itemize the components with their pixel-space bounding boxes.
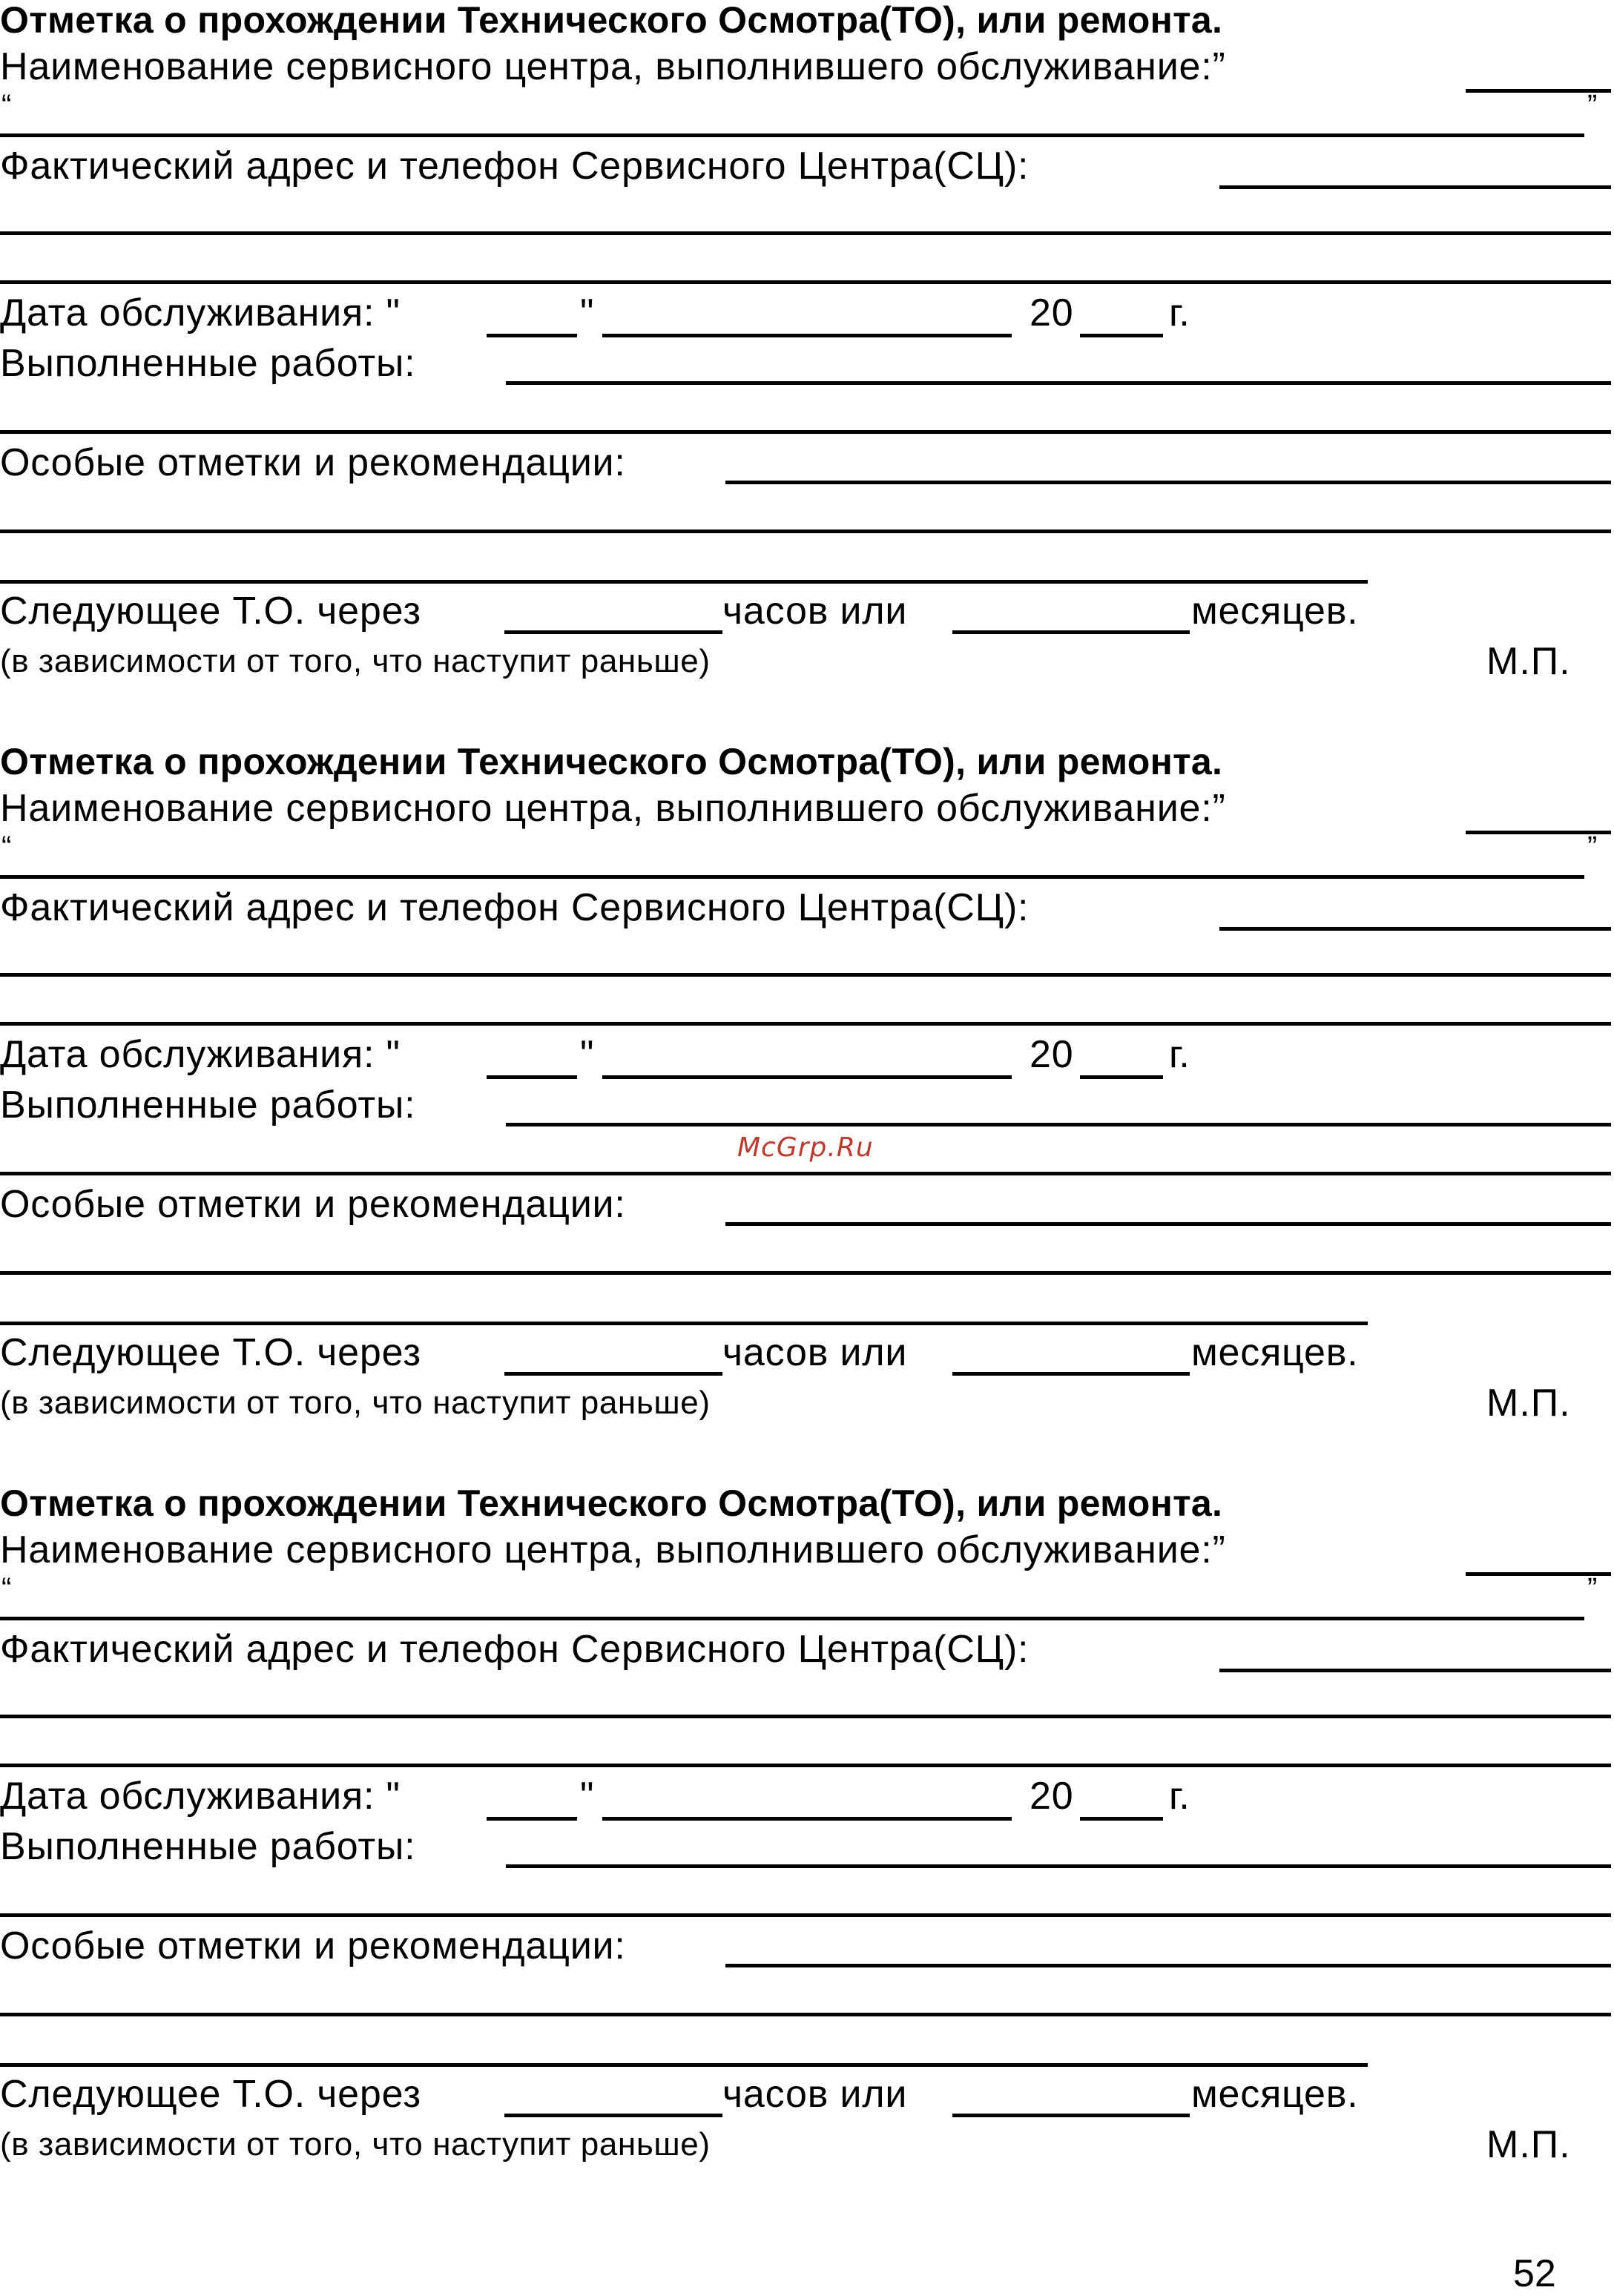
address-label: Фактический адрес и телефон Сервисного Центра(СЦ):	[0, 886, 1030, 929]
form-title: Отметка о прохождении Технического Осмотра(ТО), или ремонта.	[0, 0, 1223, 41]
hours-label: часов или	[722, 590, 908, 633]
date-month-line[interactable]	[602, 334, 1012, 337]
address-line-2[interactable]	[0, 1715, 1611, 1718]
next-service-hours-line[interactable]	[504, 630, 722, 634]
date-month-line[interactable]	[602, 1817, 1012, 1821]
stamp-label: М.П.	[1486, 2123, 1571, 2166]
year-suffix: г.	[1169, 291, 1190, 334]
date-label: Дата обслуживания: "	[0, 1033, 401, 1076]
year-prefix: 20	[1030, 291, 1074, 334]
remarks-line[interactable]	[725, 1964, 1611, 1967]
next-service-hours-line[interactable]	[504, 1372, 722, 1376]
address-line[interactable]	[1219, 185, 1611, 189]
service-center-label: Наименование сервисного центра, выполнившего обслуживание:”	[0, 787, 1226, 830]
remarks-label: Особые отметки и рекомендации:	[0, 1924, 626, 1967]
form-title: Отметка о прохождении Технического Осмотра(ТО), или ремонта.	[0, 1482, 1223, 1524]
service-record-form-2	[0, 742, 1614, 1483]
address-line-2[interactable]	[0, 231, 1611, 235]
works-line[interactable]	[506, 381, 1611, 385]
service-center-name-line-2[interactable]	[0, 133, 1584, 137]
close-quote: ”	[1587, 89, 1598, 122]
address-label: Фактический адрес и телефон Сервисного Центра(СЦ):	[0, 145, 1030, 188]
address-line-3[interactable]	[0, 280, 1611, 284]
date-label: Дата обслуживания: "	[0, 1775, 401, 1818]
remarks-line-2[interactable]	[0, 1271, 1611, 1275]
works-line[interactable]	[506, 1123, 1611, 1126]
next-service-months-line[interactable]	[952, 630, 1190, 634]
works-label: Выполненные работы:	[0, 1083, 416, 1126]
hours-label: часов или	[722, 2073, 908, 2116]
months-label: месяцев.	[1191, 590, 1359, 633]
next-service-months-line[interactable]	[952, 2114, 1190, 2117]
remarks-label: Особые отметки и рекомендации:	[0, 441, 626, 484]
stamp-label: М.П.	[1486, 640, 1571, 683]
service-record-form-1	[0, 0, 1614, 742]
remarks-line[interactable]	[725, 1222, 1611, 1226]
year-suffix: г.	[1169, 1775, 1190, 1818]
address-line[interactable]	[1219, 927, 1611, 931]
service-record-form-3	[0, 1483, 1614, 2225]
remarks-line-3[interactable]	[0, 1322, 1368, 1325]
whichever-first-note: (в зависимости от того, что наступит раньше)	[0, 1385, 711, 1421]
service-center-label: Наименование сервисного центра, выполнившего обслуживание:”	[0, 1528, 1226, 1571]
date-label: Дата обслуживания: "	[0, 291, 401, 334]
service-center-name-line-2[interactable]	[0, 1617, 1584, 1620]
date-year-line[interactable]	[1080, 1817, 1163, 1821]
date-closing-quote: "	[580, 291, 595, 334]
remarks-line-2[interactable]	[0, 2013, 1611, 2016]
works-label: Выполненные работы:	[0, 1825, 416, 1868]
form-title: Отметка о прохождении Технического Осмотра(ТО), или ремонта.	[0, 741, 1223, 782]
date-year-line[interactable]	[1080, 334, 1163, 337]
works-line-2[interactable]	[0, 1172, 1611, 1175]
date-closing-quote: "	[580, 1033, 595, 1076]
service-center-name-line-2[interactable]	[0, 875, 1584, 879]
next-service-label: Следующее Т.О. через	[0, 2073, 421, 2116]
stamp-label: М.П.	[1486, 1382, 1571, 1425]
date-month-line[interactable]	[602, 1075, 1012, 1079]
works-line[interactable]	[506, 1864, 1611, 1868]
close-quote: ”	[1587, 831, 1598, 863]
next-service-label: Следующее Т.О. через	[0, 590, 421, 633]
date-year-line[interactable]	[1080, 1075, 1163, 1079]
date-closing-quote: "	[580, 1775, 595, 1818]
whichever-first-note: (в зависимости от того, что наступит раньше)	[0, 643, 711, 679]
page-number: 52	[1513, 2252, 1556, 2295]
remarks-label: Особые отметки и рекомендации:	[0, 1183, 626, 1226]
hours-label: часов или	[722, 1331, 908, 1374]
whichever-first-note: (в зависимости от того, что наступит раньше)	[0, 2126, 711, 2163]
remarks-line-3[interactable]	[0, 580, 1368, 584]
remarks-line[interactable]	[725, 481, 1611, 484]
address-line-3[interactable]	[0, 1022, 1611, 1026]
next-service-label: Следующее Т.О. через	[0, 1331, 421, 1374]
close-quote: ”	[1587, 1572, 1598, 1605]
open-quote: “	[1, 1572, 13, 1605]
date-day-line[interactable]	[487, 1075, 577, 1079]
remarks-line-3[interactable]	[0, 2063, 1368, 2067]
open-quote: “	[1, 89, 13, 122]
works-label: Выполненные работы:	[0, 342, 416, 385]
works-line-2[interactable]	[0, 1913, 1611, 1917]
address-label: Фактический адрес и телефон Сервисного Центра(СЦ):	[0, 1628, 1030, 1671]
months-label: месяцев.	[1191, 2073, 1359, 2116]
date-day-line[interactable]	[487, 1817, 577, 1821]
service-center-label: Наименование сервисного центра, выполнившего обслуживание:”	[0, 45, 1226, 88]
address-line-3[interactable]	[0, 1764, 1611, 1767]
next-service-hours-line[interactable]	[504, 2114, 722, 2117]
date-day-line[interactable]	[487, 334, 577, 337]
year-suffix: г.	[1169, 1033, 1190, 1076]
months-label: месяцев.	[1191, 1331, 1359, 1374]
watermark: McGrp.Ru	[737, 1132, 874, 1163]
works-line-2[interactable]	[0, 430, 1611, 434]
next-service-months-line[interactable]	[952, 1372, 1190, 1376]
address-line[interactable]	[1219, 1669, 1611, 1672]
remarks-line-2[interactable]	[0, 530, 1611, 533]
year-prefix: 20	[1030, 1775, 1074, 1818]
address-line-2[interactable]	[0, 973, 1611, 977]
open-quote: “	[1, 831, 13, 863]
year-prefix: 20	[1030, 1033, 1074, 1076]
